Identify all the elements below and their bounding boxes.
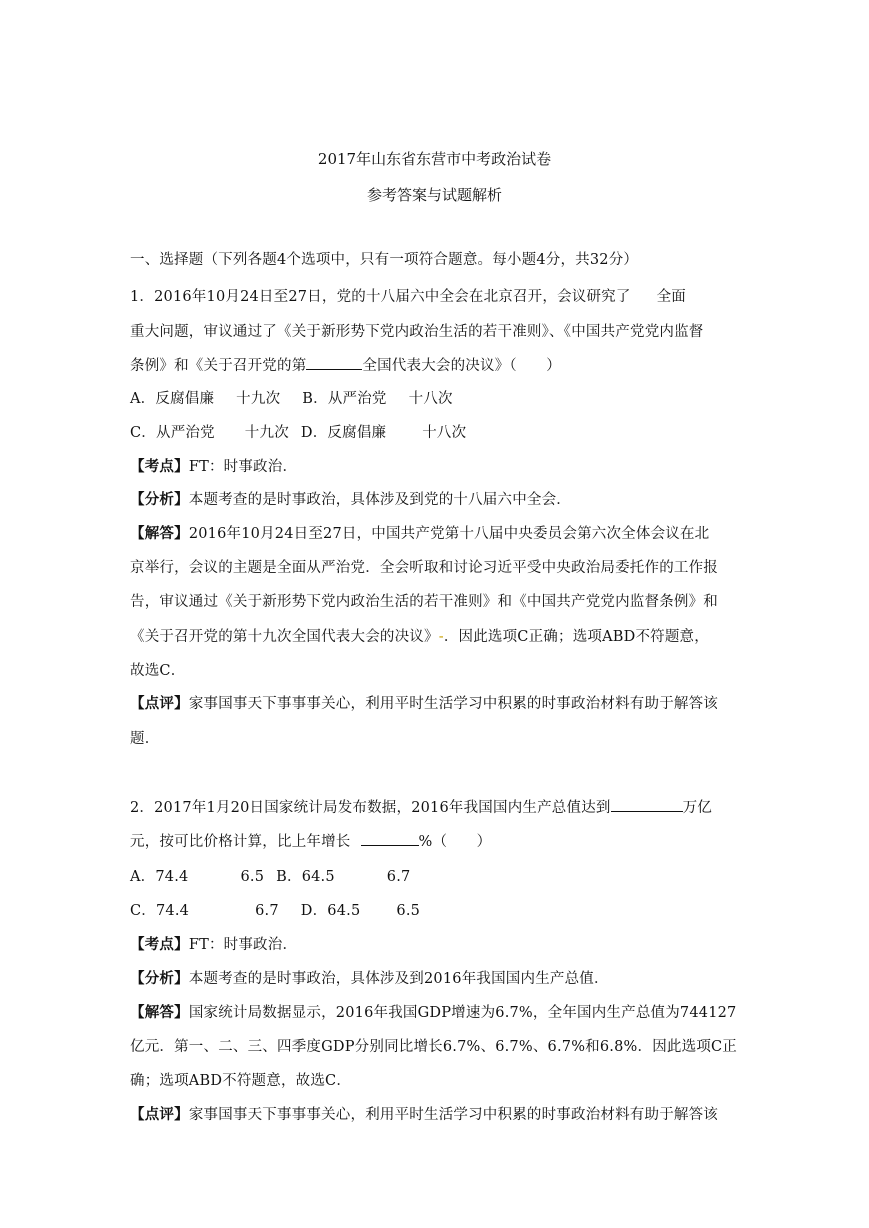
kaodian-tag: 【考点】 [130, 936, 189, 953]
q2-stem-text-1b: 万亿 [682, 800, 713, 816]
q2-option-b: B．64.5 [276, 869, 335, 885]
q2-option-a-value: 6.5 [240, 869, 265, 885]
q1-jieda-line-4 [130, 625, 709, 646]
q2-option-d: D．64.5 [300, 903, 361, 919]
q2-option-d-value: 6.5 [396, 903, 421, 919]
q1-option-b-value: 十八次 [408, 391, 453, 407]
q2-jieda-line-3: 确；选项ABD不符题意，故选C． [130, 1073, 352, 1089]
q1-fenxi [130, 488, 571, 509]
q2-fenxi [130, 967, 609, 988]
q2-option-a: A．74.4 [130, 869, 189, 885]
fenxi-tag: 【分析】 [130, 491, 189, 508]
q1-options-ab [130, 387, 453, 408]
jieda-mark: - [438, 629, 444, 645]
dianping-tag: 【点评】 [130, 695, 189, 712]
page-subtitle: 参考答案与试题解析 [366, 186, 502, 204]
fenxi-text: 本题考查的是时事政治，具体涉及到党的十八届六中全会． [188, 492, 572, 508]
dianping-tag: 【点评】 [130, 1106, 189, 1123]
q2-kaodian [130, 933, 297, 954]
q1-stem-line-3 [130, 354, 561, 375]
q1-jieda-line-5: 故选C． [130, 663, 186, 679]
answer-blank [361, 831, 419, 846]
q2-options-ab [130, 865, 410, 886]
jieda-text-1: 2016年10月24日至27日，中国共产党第十八届中央委员会第六次全体会议在北 [188, 526, 710, 542]
q1-option-d: D．反腐倡廉 [300, 425, 387, 441]
dianping-text-1: 家事国事天下事事事关心，利用平时生活学习中积累的时事政治材料有助于解答该 [188, 1107, 719, 1123]
q1-stem-text-1: 1．2016年10月24日至27日，党的十八届六中全会在北京召开，会议研究了 [130, 289, 631, 305]
q1-stem-line-1 [130, 285, 686, 306]
q1-dianping-line-1 [130, 692, 718, 713]
q1-dianping-line-2: 题． [130, 731, 160, 747]
jieda-tag: 【解答】 [130, 525, 189, 542]
q1-option-b: B．从严治党 [302, 391, 387, 407]
jieda-text-1: 国家统计局数据显示，2016年我国GDP增速为6.7%，全年国内生产总值为744127 [188, 1005, 737, 1021]
q1-kaodian [130, 455, 297, 476]
q1-option-a-value: 十九次 [236, 391, 281, 407]
q2-jieda-line-1 [130, 1001, 736, 1022]
q2-stem-text-1a: 2．2017年1月20日国家统计局发布数据，2016年我国国内生产总值达到 [130, 800, 611, 816]
dianping-text-1: 家事国事天下事事事关心，利用平时生活学习中积累的时事政治材料有助于解答该 [188, 696, 719, 712]
q2-option-c-value: 6.7 [255, 903, 279, 919]
page-title: 2017年山东省东营市中考政治试卷 [317, 150, 552, 168]
fenxi-text: 本题考查的是时事政治，具体涉及到2016年我国国内生产总值． [188, 971, 609, 987]
q1-jieda-line-2: 京举行，会议的主题是全面从严治党．全会听取和讨论习近平受中央政治局委托作的工作报 [130, 560, 718, 576]
q1-option-d-value: 十八次 [422, 425, 467, 441]
q1-option-c: C．从严治党 [130, 425, 215, 441]
q1-stem-text-3a: 条例》和《关于召开党的第 [130, 358, 307, 374]
q2-option-b-value: 6.7 [386, 869, 411, 885]
section-heading: 一、选择题（下列各题4个选项中，只有一项符合题意。每小题4分，共32分） [130, 252, 639, 268]
q2-stem-text-2a: 元，按可比价格计算，比上年增长 [130, 834, 351, 850]
q1-option-a: A．反腐倡廉 [130, 391, 215, 407]
q2-stem-line-2 [130, 830, 491, 851]
kaodian-text: FT：时事政治． [188, 459, 298, 475]
answer-blank [611, 797, 683, 812]
q2-options-cd [130, 899, 420, 920]
q1-jieda-line-1 [130, 522, 709, 543]
jieda-text-4a: 《关于召开党的第十九次全国代表大会的决议》 [130, 629, 439, 645]
q1-jieda-line-3: 告，审议通过《关于新形势下党内政治生活的若干准则》和《中国共产党党内监督条例》和 [130, 594, 718, 610]
q1-options-cd [130, 421, 466, 442]
fenxi-tag: 【分析】 [130, 970, 189, 987]
q2-stem-line-1 [130, 796, 712, 817]
kaodian-text: FT：时事政治． [188, 937, 298, 953]
q2-stem-text-2b: %（ ） [418, 834, 492, 850]
kaodian-tag: 【考点】 [130, 458, 189, 475]
answer-blank [306, 355, 362, 370]
q2-dianping-line-1 [130, 1103, 718, 1124]
q1-stem-tail: 全面 [656, 289, 686, 305]
jieda-tag: 【解答】 [130, 1004, 189, 1021]
q2-option-c: C．74.4 [130, 903, 190, 919]
q1-option-c-value: 十九次 [244, 425, 289, 441]
q2-jieda-line-2: 亿元．第一、二、三、四季度GDP分别同比增长6.7%、6.7%、6.7%和6.8%．因此选项C正 [130, 1039, 738, 1055]
q1-stem-text-3b: 全国代表大会的决议》（ ） [362, 358, 561, 374]
jieda-text-4b: ．因此选项C正确；选项ABD不符题意， [443, 629, 709, 645]
q1-stem-line-2: 重大问题，审议通过了《关于新形势下党内政治生活的若干准则》、《中国共产党党内监督 [130, 324, 704, 340]
